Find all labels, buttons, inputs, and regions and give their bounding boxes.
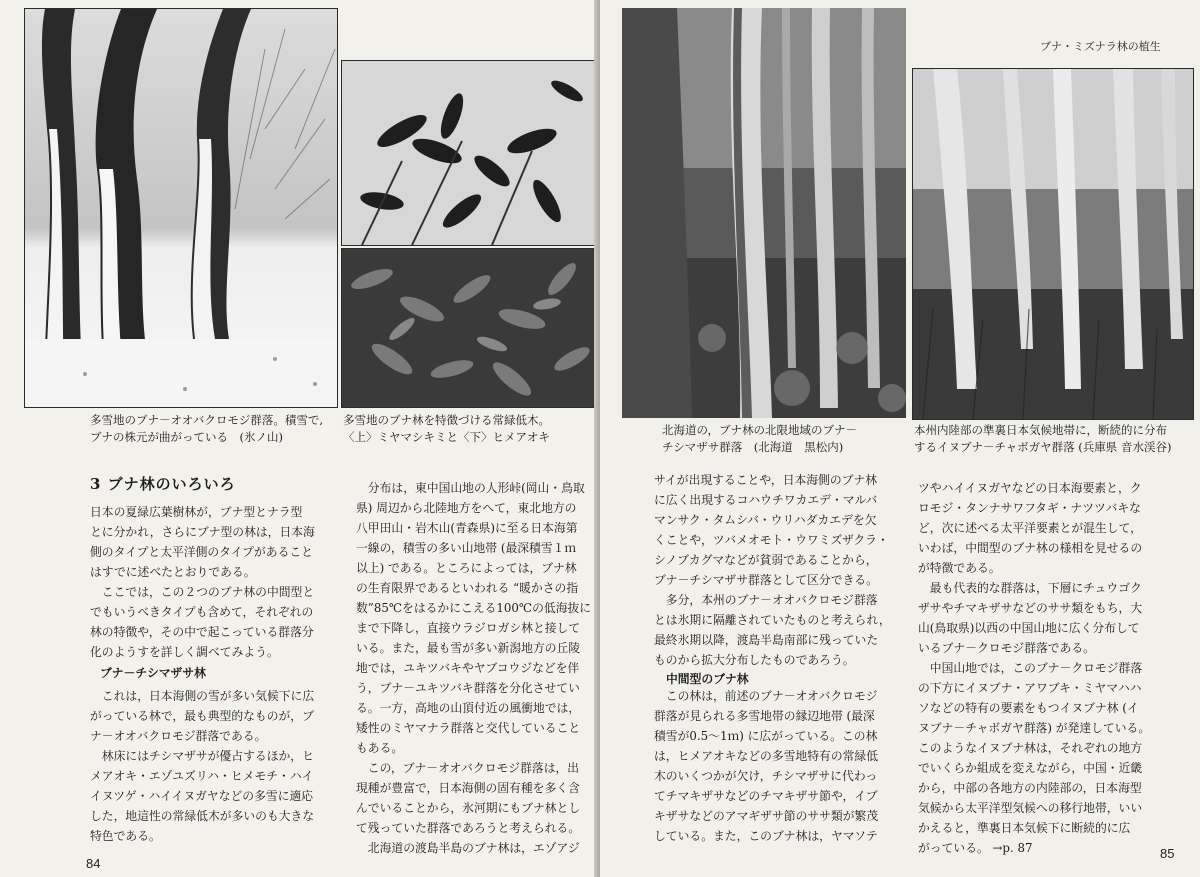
text-line: 木のいくつかが欠け，チシマザサに代わっ	[654, 769, 878, 783]
caption-line: するイヌブナ－チャボガヤ群落 (兵庫県 音水渓谷)	[914, 440, 1172, 454]
text-column-3b	[654, 686, 878, 846]
text-column-3a	[654, 470, 891, 670]
text-line: 地では，ユキツバキやヤブコウジなどを伴	[356, 661, 580, 675]
photo-snow-beech	[24, 8, 338, 408]
page-number-right: 85	[1160, 846, 1175, 861]
text-line: 中国山地では，このブナ－クロモジ群落	[918, 661, 1143, 675]
text-column-1b	[90, 686, 314, 846]
text-line: がっている林で，最も典型的なものが，ブ	[90, 709, 314, 723]
text-line: 最も代表的な群落は，下層にチュウゴク	[918, 581, 1142, 595]
text-line: でもいうべきタイプも含めて，それぞれの	[90, 605, 314, 619]
text-line: いわば，中間型のブナ林の様相を見せるの	[918, 541, 1143, 555]
caption-line: 〈上〉ミヤマシキミと〈下〉ヒメアオキ	[343, 430, 550, 444]
text-line: このようなイヌブナ林は，それぞれの地方	[918, 741, 1143, 755]
text-line: メアオキ・エゾユズリハ・ヒメモチ・ハイ	[90, 769, 314, 783]
text-line: に広く出現するコハウチワカエデ・マルバ	[654, 493, 878, 507]
text-line: 群落が見られる多雪地帯の縁辺地帯 (最深	[654, 709, 875, 723]
text-column-2	[356, 478, 591, 858]
text-line: 以上) である。ところによっては，ブナ林	[356, 561, 577, 575]
text-line: 特色である。	[90, 829, 161, 843]
text-line: ザサやチマキザサなどのササ類をもち，大	[918, 601, 1143, 615]
text-line: 積雪が0.5～1ｍ) に広がっている。この林	[654, 729, 878, 743]
text-line: いる。また，最も雪が多い新潟地方の丘陵	[356, 641, 581, 655]
text-line: マンサク・タムシバ・ウリハダカエデを欠	[654, 513, 877, 527]
photo-hokkaido-beech-forest	[622, 8, 906, 418]
text-line: 林の特徴や，その中で起こっている群落分	[90, 625, 314, 639]
text-line: の生育限界であるといわれる “暖かさの指	[356, 581, 579, 595]
caption-line: 多雪地のブナ－オオバクロモジ群落。積雪で,	[90, 413, 324, 427]
text-line: 林床にはチシマザサが優占するほか，ヒ	[90, 749, 314, 763]
caption-evergreen-shrubs	[343, 412, 550, 446]
text-line: ナ－オオバクロモジ群落である。	[90, 729, 267, 743]
text-line: いるブナ－クロモジ群落である。	[918, 641, 1095, 655]
text-line: くことや，ツバメオモト・ウワミズザクラ・	[654, 533, 889, 547]
photo-inubuna-forest	[912, 68, 1194, 420]
text-line: 八甲田山・岩木山(青森県)に至る日本海第	[356, 521, 578, 535]
text-line: イヌツゲ・ハイイヌガヤなどの多雪に適応	[90, 789, 314, 803]
right-page	[600, 0, 1200, 877]
text-line: ツやハイイヌガヤなどの日本海要素と，ク	[918, 481, 1142, 495]
text-line: シノブカグマなどが貧弱であることから，	[654, 553, 878, 567]
text-line: かえると，準裏日本気候下に断続的に広	[918, 821, 1131, 835]
caption-inubuna-community	[914, 422, 1171, 456]
text-line: 気候から太平洋型気候への移行地帯，いい	[918, 801, 1143, 815]
caption-line: 本州内陸部の準裏日本気候地帯に，断続的に分布	[914, 423, 1167, 437]
text-line: る。一方，高地の山頂付近の風衝地では，	[356, 701, 581, 715]
text-line: ここでは，この２つのブナ林の中間型と	[90, 585, 315, 599]
text-line: 日本の夏緑広葉樹林が，ブナ型とナラ型	[90, 505, 303, 519]
text-column-1a	[90, 502, 315, 662]
caption-line: 多雪地のブナ林を特徴づける常緑低木。	[343, 413, 550, 427]
text-line: 現種が豊富で，日本海側の固有種を多く含	[356, 781, 580, 795]
text-line: 一線の，積雪の多い山地帯 (最深積雪１ｍ	[356, 541, 577, 555]
section-heading: 3 ブナ林のいろいろ	[90, 475, 236, 493]
caption-photo-snow-beech	[90, 412, 323, 446]
text-line: この林は，前述のブナ－オオバクロモジ	[654, 689, 878, 703]
text-line: は，ヒメアオキなどの多雪地特有の常緑低	[654, 749, 879, 763]
text-line: 最終氷期以降，渡島半島南部に残っていた	[654, 633, 879, 647]
text-line: てチマキザサなどのチマキザサ節や，イブ	[654, 789, 878, 803]
caption-line: チシマザサ群落 (北海道 黒松内)	[662, 440, 844, 454]
text-line: がっている。 →p. 87	[918, 841, 1033, 855]
text-line: から，中部の各地方の内陸部の，日本海型	[918, 781, 1142, 795]
text-line: これは，日本海側の雪が多い気候下に広	[90, 689, 315, 703]
text-line: 側のタイプと太平洋側のタイプがあること	[90, 545, 313, 559]
subheading-buna-chishimazasa: ブナ－チシマザサ林	[100, 666, 206, 680]
text-line: 北海道の渡島半島のブナ林は，エゾアジ	[356, 841, 580, 855]
text-line: ヌブナ－チャボガヤ群落) が発達している。	[918, 721, 1151, 735]
text-line: 数”85℃をはるかにこえる100℃の低海抜に	[356, 601, 592, 615]
caption-line: ブナの株元が曲がっている (氷ノ山)	[90, 430, 283, 444]
text-line: キザサなどのアマギザサ節のササ類が繁茂	[654, 809, 879, 823]
text-line: 県) 周辺から北陸地方をへて，東北地方の	[356, 501, 577, 515]
text-line: ロモジ・タンナサワフタギ・ナツツバキな	[918, 501, 1141, 515]
subheading-intermediate-beech: 中間型のブナ林	[666, 672, 749, 686]
photo-himeaoki	[341, 248, 599, 408]
text-line: もある。	[356, 741, 404, 755]
text-line: う，ブナ－ユキツバキ群落を分化させてい	[356, 681, 580, 695]
text-line: まで下降し，直接ウラジロガシ林と接して	[356, 621, 581, 635]
caption-line: 北海道の，ブナ林の北限地域のブナ－	[662, 423, 858, 437]
text-line: この，ブナ－オオバクロモジ群落は，出	[356, 761, 580, 775]
page-number-left: 84	[86, 856, 101, 871]
caption-hokkaido-beech	[662, 422, 857, 456]
text-line: ブナ－チシマザサ群落として区分できる。	[654, 573, 878, 587]
text-line: はすでに述べたとおりである。	[90, 565, 256, 579]
text-line: て残っていた群落であろうと考えられる。	[356, 821, 581, 835]
text-line: 矮性のミヤマナラ群落と交代していること	[356, 721, 581, 735]
text-line: 山(鳥取県)以西の中国山地に広く分布して	[918, 621, 1140, 635]
text-line: の下方にイヌブナ・アワブキ・ミヤマハハ	[918, 681, 1142, 695]
text-line: している。また，このブナ林は，ヤマソテ	[654, 829, 878, 843]
text-line: んでいることから，氷河期にもブナ林とし	[356, 801, 581, 815]
text-line: とは氷期に隔離されていたものと考えられ，	[654, 613, 891, 627]
text-line: ソなどの特有の要素をもつイヌブナ林 (イ	[918, 701, 1139, 715]
text-line: した，地這性の常緑低木が多いのも大きな	[90, 809, 315, 823]
text-line: 化のようすを詳しく調べてみよう。	[90, 645, 279, 659]
text-line: ど，次に述べる太平洋要素とが混生して，	[918, 521, 1142, 535]
text-line: ものから拡大分布したものであろう。	[654, 653, 855, 667]
text-line: 分布は，東中国山地の人形峠(岡山・鳥取	[356, 481, 585, 495]
text-line: 多分，本州のブナ－オオバクロモジ群落	[654, 593, 878, 607]
text-line: サイが出現することや，日本海側のブナ林	[654, 473, 878, 487]
text-line: が特徴である。	[918, 561, 1001, 575]
text-line: とに分かれ，さらにブナ型の林は，日本海	[90, 525, 315, 539]
photo-miyamashikimi	[341, 60, 599, 246]
running-header: ブナ・ミズナラ林の植生	[1040, 40, 1161, 53]
text-line: でいくらか組成を変えながら，中国・近畿	[918, 761, 1143, 775]
text-column-4	[918, 478, 1150, 858]
